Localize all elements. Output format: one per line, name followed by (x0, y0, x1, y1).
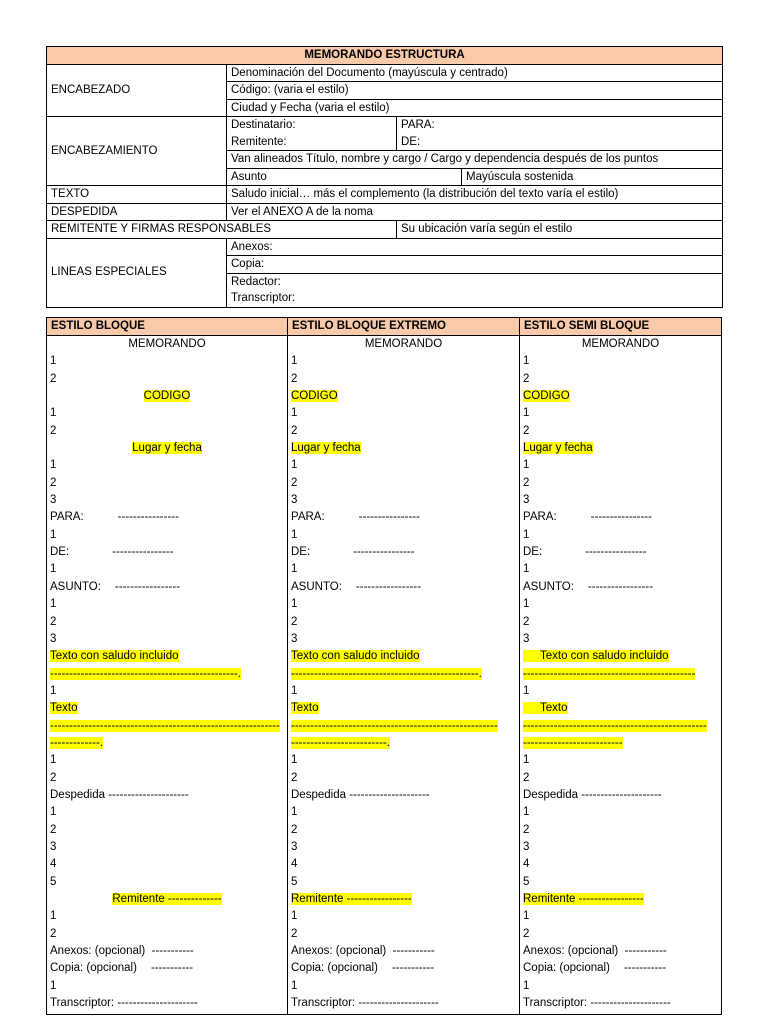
line-number: 1 (291, 563, 298, 576)
memo-heading: MEMORANDO (581, 338, 660, 350)
transcriptor-label: Transcriptor: (291, 997, 356, 1010)
anexos-label: Anexos: (opcional) (291, 945, 387, 958)
destinatario-cell: Destinatario: (227, 117, 397, 134)
line-number: 1 (291, 407, 298, 420)
line-number: 5 (291, 875, 298, 888)
texto-dash-2: -------------------------. (291, 736, 390, 749)
line-number: 2 (50, 615, 57, 628)
line-number: 2 (291, 823, 298, 836)
line-number: 1 (523, 598, 530, 611)
codigo-label: CODIGO (143, 390, 191, 403)
encabezado-label: ENCABEZADO (47, 64, 227, 117)
de-dash: ---------------- (585, 546, 647, 559)
line-number: 2 (291, 771, 298, 784)
encabezado-row-3: Ciudad y Fecha (varia el estilo) (227, 99, 723, 117)
para-label: PARA: (523, 511, 557, 524)
line-number: 1 (50, 979, 57, 992)
transcriptor-dash: --------------------- (590, 997, 671, 1010)
de-cell: DE: (397, 134, 723, 151)
column-title: ESTILO BLOQUE (47, 318, 287, 336)
line-number: 1 (523, 910, 530, 923)
line-number: 2 (523, 372, 530, 385)
alineados-cell: Van alineados Título, nombre y cargo / Cargo y dependencia después de los puntos (227, 151, 723, 169)
copia-label: Copia: (opcional) (50, 962, 137, 975)
line-number: 1 (523, 684, 530, 697)
texto-value: Saludo inicial… más el complemento (la distribución del texto varía el estilo) (227, 186, 723, 204)
line-number: 1 (50, 407, 57, 420)
asunto-dash: ----------------- (587, 580, 654, 593)
remitente-dash: -------------- (168, 893, 222, 905)
remitente-firmas-label: REMITENTE Y FIRMAS RESPONSABLES (47, 221, 397, 239)
saludo-label: Texto con saludo incluido (291, 650, 420, 663)
remitente-label: Remitente (523, 893, 576, 905)
line-number: 3 (523, 632, 530, 645)
line-number: 1 (50, 754, 57, 767)
remitente-firmas-value: Su ubicación varía según el estilo (397, 221, 723, 239)
texto-dash-1: ------------------------------------------------------ (291, 719, 498, 732)
line-number: 3 (291, 840, 298, 853)
line-number: 1 (291, 910, 298, 923)
line-number: 2 (291, 927, 298, 940)
despedida-label: Despedida (291, 788, 346, 801)
de-dash: ---------------- (353, 546, 415, 559)
para-dash: ---------------- (117, 511, 179, 524)
despedida-label: Despedida (50, 788, 105, 801)
line-number: 1 (50, 563, 57, 576)
lugar-fecha-label: Lugar y fecha (523, 442, 593, 455)
asunto-label: ASUNTO: (50, 580, 101, 593)
de-label: DE: (50, 546, 70, 559)
memo-structure-sheet (46, 46, 722, 1015)
de-label: DE: (523, 546, 543, 559)
line-number: 2 (523, 823, 530, 836)
table-title: MEMORANDO ESTRUCTURA (47, 47, 723, 65)
line-number: 1 (523, 355, 530, 368)
line-number: 1 (523, 407, 530, 420)
copia-dash: ----------- (391, 962, 435, 975)
line-number: 3 (291, 494, 298, 507)
line-number: 2 (523, 927, 530, 940)
line-number: 1 (50, 528, 57, 541)
de-label: DE: (291, 546, 311, 559)
de-dash: ---------------- (112, 546, 174, 559)
line-number: 1 (291, 806, 298, 819)
line-number: 3 (50, 494, 57, 507)
line-number: 1 (291, 459, 298, 472)
line-number: 4 (291, 858, 298, 871)
lugar-fecha-label: Lugar y fecha (132, 442, 202, 455)
line-number: 1 (50, 910, 57, 923)
styles-grid (46, 317, 722, 1015)
saludo-dash: -------------------------------------------------. (50, 667, 241, 680)
remitente-dash: ----------------- (578, 893, 644, 905)
line-number: 2 (291, 372, 298, 385)
line-number: 2 (50, 372, 57, 385)
transcriptor-dash: --------------------- (117, 997, 198, 1010)
saludo-dash: --------------------------------------------- (523, 667, 696, 680)
despedida-dash: --------------------- (108, 788, 189, 801)
line-number: 1 (523, 563, 530, 576)
line-number: 2 (291, 424, 298, 437)
anexos-dash: ----------- (392, 945, 435, 958)
remitente-label: Remitente (112, 893, 165, 905)
column-title: ESTILO BLOQUE EXTREMO (288, 318, 519, 336)
estilo-bloque-column (47, 318, 288, 1014)
line-number: 2 (50, 927, 57, 940)
estilo-semi-bloque-column (520, 318, 721, 1014)
line-number: 2 (50, 476, 57, 489)
transcriptor-label: Transcriptor: (523, 997, 588, 1010)
estilo-bloque-extremo-column (288, 318, 520, 1014)
encabezado-row-1: Denominación del Documento (mayúscula y centrado) (227, 64, 723, 82)
anexos-dash: ----------- (624, 945, 667, 958)
asunto-cell: Asunto (227, 168, 462, 186)
anexos-label: Anexos: (opcional) (50, 945, 146, 958)
line-number: 4 (523, 858, 530, 871)
line-number: 1 (291, 979, 298, 992)
line-number: 1 (523, 459, 530, 472)
texto-dash-2: -------------------------- (523, 736, 623, 749)
encabezamiento-label: ENCABEZAMIENTO (47, 117, 227, 186)
asunto-dash: ----------------- (114, 580, 181, 593)
texto-label: Texto (291, 702, 319, 715)
texto-label: TEXTO (47, 186, 227, 204)
line-number: 3 (523, 494, 530, 507)
copia-dash: ----------- (150, 962, 194, 975)
line-number: 2 (523, 424, 530, 437)
line-number: 3 (50, 632, 57, 645)
lineas-redactor: Redactor: (227, 273, 723, 290)
line-number: 1 (50, 684, 57, 697)
para-cell: PARA: (397, 117, 723, 134)
line-number: 2 (523, 771, 530, 784)
despedida-label: DESPEDIDA (47, 203, 227, 221)
copia-label: Copia: (opcional) (523, 962, 610, 975)
para-dash: ---------------- (590, 511, 652, 524)
line-number: 2 (291, 615, 298, 628)
copia-label: Copia: (opcional) (291, 962, 378, 975)
asunto-dash: ----------------- (355, 580, 422, 593)
line-number: 2 (291, 476, 298, 489)
remitente-dash: ----------------- (346, 893, 412, 905)
para-label: PARA: (291, 511, 325, 524)
line-number: 1 (291, 754, 298, 767)
remitente-cell: Remitente: (227, 134, 397, 151)
codigo-label: CODIGO (291, 390, 338, 403)
anexos-dash: ----------- (151, 945, 194, 958)
line-number: 1 (291, 355, 298, 368)
texto-label: Texto (523, 702, 568, 714)
asunto-label: ASUNTO: (523, 580, 574, 593)
codigo-label: CODIGO (523, 390, 570, 403)
line-number: 1 (50, 806, 57, 819)
line-number: 1 (523, 528, 530, 541)
despedida-label: Despedida (523, 788, 578, 801)
saludo-dash: -------------------------------------------------. (291, 667, 482, 680)
line-number: 4 (50, 858, 57, 871)
texto-dash-2: -------------. (50, 736, 103, 749)
lineas-especiales-label: LINEAS ESPECIALES (47, 238, 227, 307)
lineas-anexos: Anexos: (227, 238, 723, 256)
line-number: 1 (291, 684, 298, 697)
line-number: 1 (50, 355, 57, 368)
para-dash: ---------------- (358, 511, 420, 524)
despedida-dash: --------------------- (349, 788, 430, 801)
line-number: 1 (50, 459, 57, 472)
column-title: ESTILO SEMI BLOQUE (520, 318, 721, 336)
line-number: 1 (291, 528, 298, 541)
line-number: 1 (523, 754, 530, 767)
line-number: 2 (50, 771, 57, 784)
anexos-label: Anexos: (opcional) (523, 945, 619, 958)
despedida-dash: --------------------- (581, 788, 662, 801)
texto-dash-1: ------------------------------------------------ (523, 719, 707, 732)
lugar-fecha-label: Lugar y fecha (291, 442, 361, 455)
encabezado-row-2: Código: (varia el estilo) (227, 82, 723, 100)
line-number: 2 (50, 823, 57, 836)
line-number: 2 (523, 615, 530, 628)
lineas-copia: Copia: (227, 256, 723, 274)
line-number: 2 (523, 476, 530, 489)
line-number: 1 (291, 598, 298, 611)
lineas-transcriptor: Transcriptor: (227, 290, 723, 307)
line-number: 1 (523, 806, 530, 819)
line-number: 3 (291, 632, 298, 645)
line-number: 3 (50, 840, 57, 853)
memo-heading: MEMORANDO (128, 338, 206, 350)
line-number: 1 (523, 979, 530, 992)
structure-table (46, 46, 723, 308)
saludo-label: Texto con saludo incluido (50, 650, 179, 663)
line-number: 3 (523, 840, 530, 853)
line-number: 5 (523, 875, 530, 888)
line-number: 2 (50, 424, 57, 437)
asunto-label: ASUNTO: (291, 580, 342, 593)
texto-label: Texto (50, 702, 78, 715)
despedida-value: Ver el ANEXO A de la noma (227, 203, 723, 221)
memo-heading: MEMORANDO (364, 338, 443, 350)
para-label: PARA: (50, 511, 84, 524)
line-number: 5 (50, 875, 57, 888)
line-number: 1 (50, 598, 57, 611)
mayuscula-cell: Mayúscula sostenida (462, 168, 723, 186)
saludo-label: Texto con saludo incluido (523, 650, 669, 662)
texto-dash-1: ------------------------------------------------------------ (50, 719, 280, 732)
remitente-label: Remitente (291, 893, 344, 905)
copia-dash: ----------- (623, 962, 667, 975)
transcriptor-dash: --------------------- (358, 997, 439, 1010)
transcriptor-label: Transcriptor: (50, 997, 115, 1010)
